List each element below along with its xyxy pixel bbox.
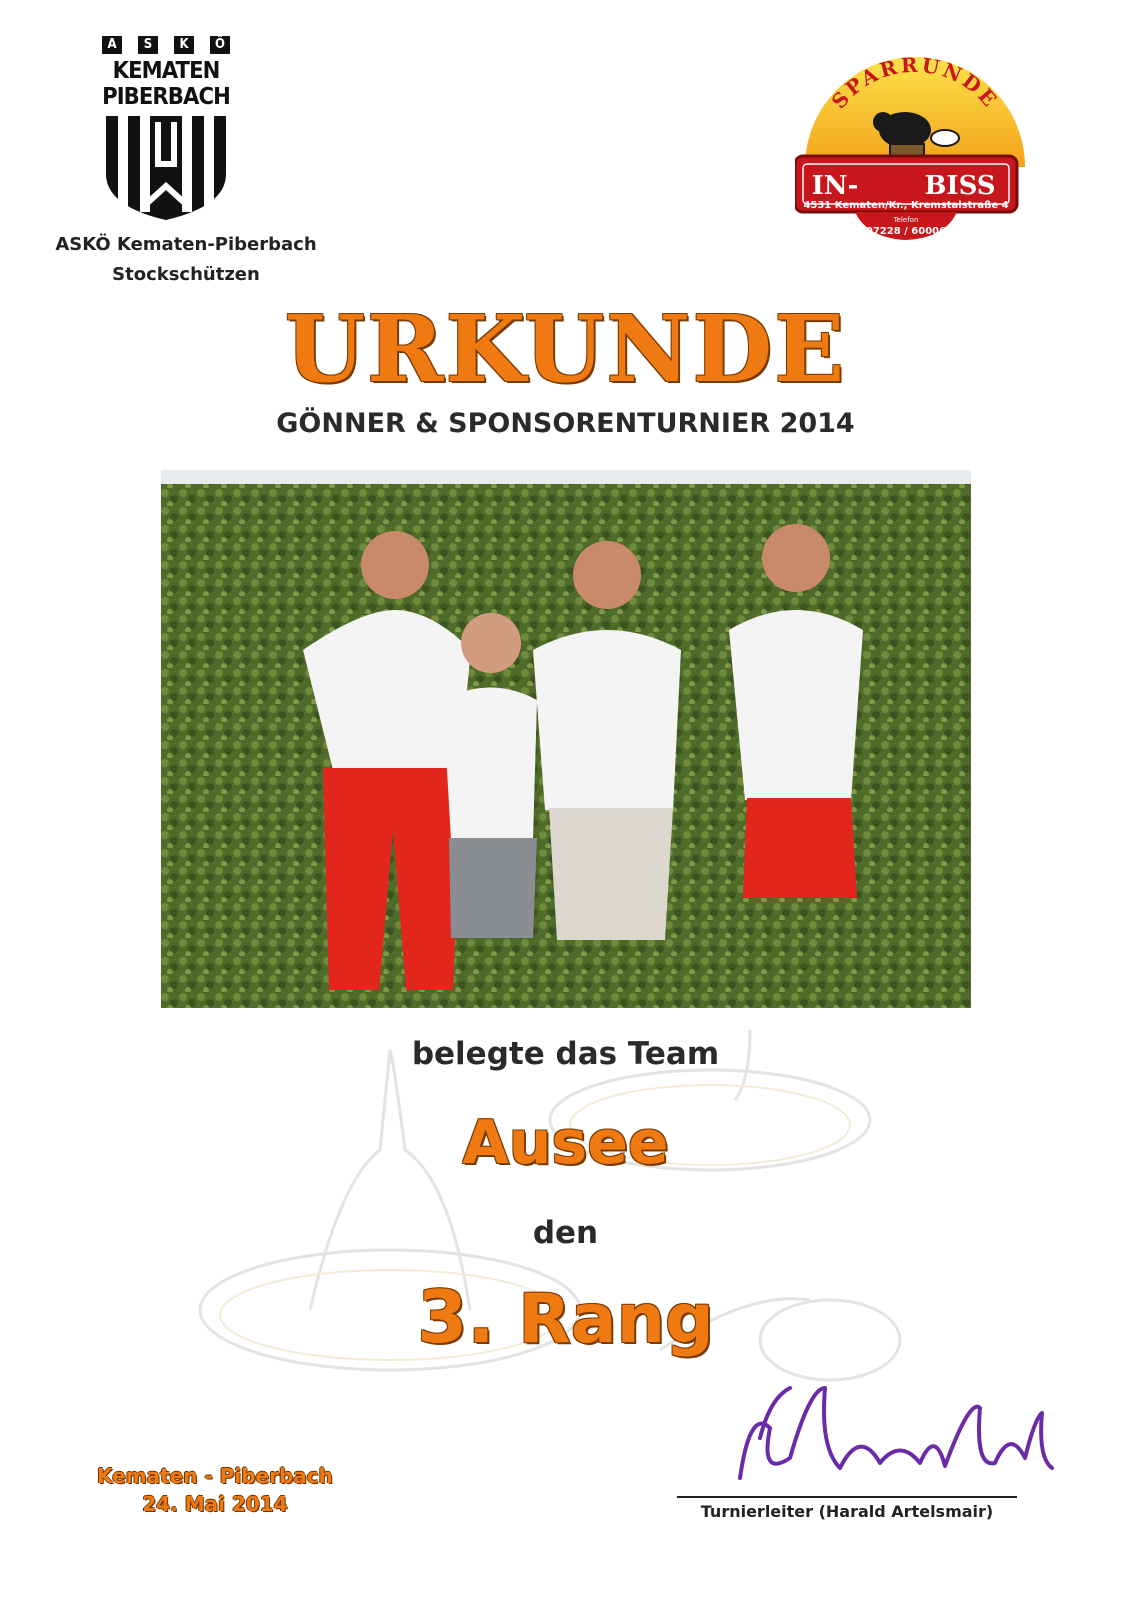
signature-mark — [730, 1368, 1060, 1498]
club-name — [0, 230, 372, 290]
signature-caption: Turnierleiter (Harald Artelsmair) — [700, 1502, 994, 1521]
sponsor-phone-label: Telefon — [893, 216, 919, 224]
club-logo-letter: Ö — [210, 36, 230, 54]
sponsor-name-left: IN- — [811, 171, 859, 201]
club-logo-letter: S — [138, 36, 158, 54]
certificate-subtitle: GÖNNER & SPONSORENTURNIER 2014 — [276, 408, 855, 439]
rank — [0, 1275, 1131, 1359]
sponsor-address: 4531 Kematen/Kr., Kremstalstraße 4 — [803, 200, 1009, 211]
date: 24. Mai 2014 — [142, 1492, 288, 1516]
club-name-line1: ASKÖ Kematen-Piberbach — [55, 234, 317, 255]
club-shield-icon — [104, 114, 228, 222]
team-photo — [161, 470, 971, 1008]
club-name-line2: Stockschützen — [112, 264, 260, 285]
team-name: Ausee — [462, 1108, 669, 1178]
rank-word: Rang — [518, 1280, 714, 1359]
team-intro-text: belegte das Team — [411, 1036, 720, 1072]
sponsor-arc-text: SPARRUNDE — [826, 52, 1004, 114]
rank-number: 3. — [417, 1275, 495, 1359]
place-date — [70, 1462, 360, 1518]
sponsor-phone: 07228 / 60006 — [865, 226, 947, 237]
place: Kematen - Piberbach — [97, 1464, 333, 1488]
club-logo — [96, 36, 236, 222]
club-logo-letters — [102, 36, 230, 54]
sponsor-logo — [795, 52, 1035, 242]
signature-line — [677, 1496, 1017, 1498]
certificate-title: URKUNDE — [284, 295, 847, 403]
club-logo-line1: KEMATEN — [112, 58, 220, 84]
sponsor-name-right: BISS — [924, 171, 996, 201]
club-logo-letter: A — [102, 36, 122, 54]
club-logo-line2: PIBERBACH — [102, 84, 230, 110]
den-text: den — [532, 1215, 599, 1251]
club-logo-letter: K — [174, 36, 194, 54]
